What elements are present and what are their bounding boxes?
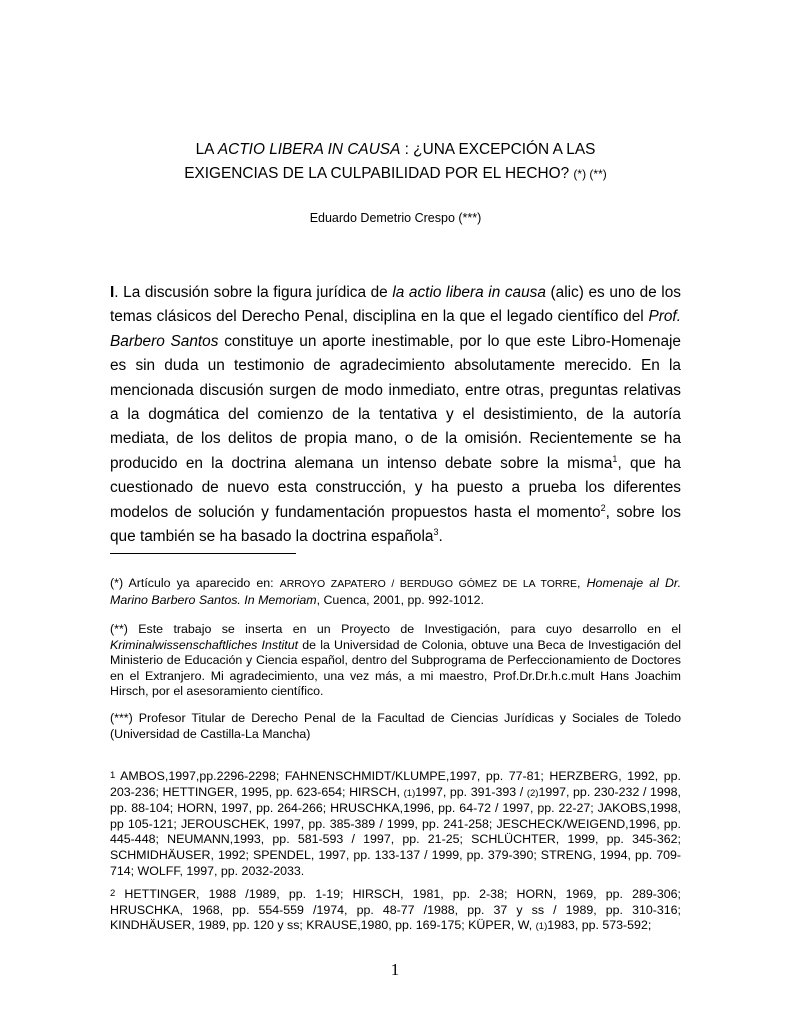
title-line-2: EXIGENCIAS DE LA CULPABILIDAD POR EL HECHO? (*) (**) — [184, 165, 607, 182]
footnote-ref-3[interactable]: 3 — [433, 527, 439, 538]
section-number: I — [110, 284, 115, 301]
footnote-separator — [110, 553, 296, 554]
footnote-2-number: 2 — [110, 888, 116, 899]
footnote-ref-2[interactable]: 2 — [600, 502, 606, 513]
page-number: 1 — [390, 960, 400, 979]
footnote-star-3: (***) Profesor Titular de Derecho Penal de la Facultad de Ciencias Jurídicas y Sociales de Toledo (Universidad de Castilla-La Mancha) — [110, 711, 681, 741]
title-line-1: LA ACTIO LIBERA IN CAUSA : ¿UNA EXCEPCIÓN A LAS — [195, 141, 596, 158]
footnote-1: 1 AMBOS,1997,pp.2296-2298; FAHNENSCHMIDT/KLUMPE,1997, pp. 77-81; HERZBERG, 1992, pp. 203-236; HETTINGER, 1995, pp. 623-654; HIRSCH, (1)1997, pp. 391-393 / (2)1997, pp. 230-232 / 1998, pp. 88-104; HORN, 1997, pp. 264-266; HRUSCHKA,1996, pp. 64-72 / 1997, pp. 22-27; JAKOBS,1998, pp 105-121; JEROUSCHEK, 1997, pp. 385-389 / 1999, pp. 241-258; JESCHECK/WEIGEND,1996, pp. 445-448; NEUMANN,1993, pp. 581-593 / 1997, pp. 21-25; SCHLÜCHTER, 1999, pp. 345-362; SCHMIDHÄUSER, 1992; SPENDEL, 1997, pp. 133-137 / 1999, pp. 379-390; STRENG, 1994, pp. 709-714; WOLFF, 1997, pp. 2032-2033. — [110, 769, 681, 878]
footnote-1-number: 1 — [110, 770, 116, 781]
footnote-2: 2 HETTINGER, 1988 /1989, pp. 1-19; HIRSCH, 1981, pp. 2-38; HORN, 1969, pp. 289-306; HRUSCHKA, 1968, pp. 554-559 /1974, pp. 48-77 /1988, pp. 37 y ss / 1989, pp. 310-316; KINDHÄUSER, 1989, pp. 120 y ss; KRAUSE,1980, pp. 169-175; KÜPER, W, (1)1983, pp. 573-592; — [110, 887, 681, 933]
title-note-marks: (*) (**) — [573, 167, 607, 181]
section-one-paragraph: I. La discusión sobre la figura jurídica de la actio libera in causa (alic) es uno de los temas clásicos del Derecho Penal, disciplina en la que el legado científico del Prof. Barbero Santos constituye un aporte inestimable, por lo que este Libro-Homenaje es sin duda un testimonio de agradecimiento absolutamente merecido. En la mencionada discusión surgen de modo inmediato, entre otras, preguntas relativas a la dogmática del comienzo de la tentativa y el desistimiento, de la autoría mediata, de los delitos de propia mano, o de la omisión. Recientemente se ha producido en la doctrina alemana un intenso debate sobre la misma$^1$, que ha cuestionado de nuevo esta construcción, y ha puesto a prueba los diferentes modelos de solución y fundamentación propuestos hasta el momento$^2$, sobre los que también se ha basado la doctrina española$^3$. — [110, 284, 681, 546]
footnote-ref-1[interactable]: 1 — [612, 453, 618, 464]
author-name: Eduardo Demetrio Crespo (***) — [309, 211, 482, 225]
footnote-star-1: (*) Artículo ya aparecido en: ARROYO ZAPATERO / BERDUGO GÓMEZ DE LA TORRE, Homenaje al Dr. Marino Barbero Santos. In Memoriam, Cuenca, 2001, pp. 992-1012. — [110, 576, 682, 607]
footnote-star-2: (**) Este trabajo se inserta en un Proyecto de Investigación, para cuyo desarrollo en el Kriminalwissenschaftliches Institut de la Universidad de Colonia, obtuve una Beca de Investigación del Ministerio de Educación y Ciencia español, dentro del Subprograma de Perfeccionamiento de Doctores en el Extranjero. Mi agradecimiento, una vez más, a mi maestro, Prof.Dr.Dr.h.c.mult Hans Joachim Hirsch, por el asesoramiento científico. — [110, 622, 681, 699]
article-title — [110, 138, 681, 186]
